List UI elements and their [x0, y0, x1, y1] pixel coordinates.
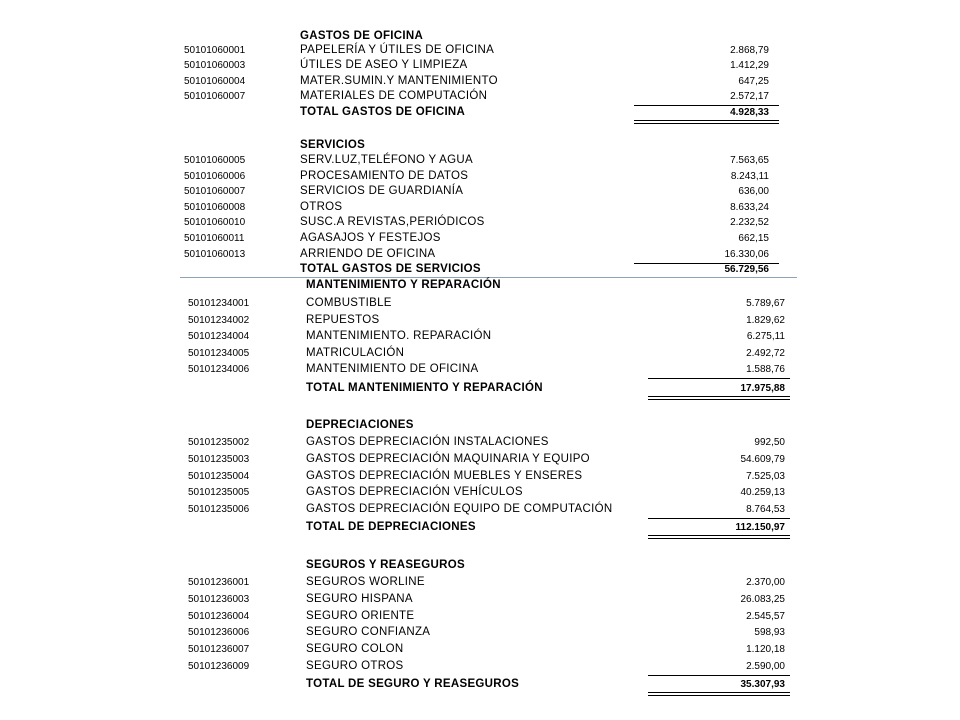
account-code: 50101060006 — [184, 170, 246, 182]
account-description: SEGURO ORIENTE — [306, 609, 415, 622]
slide-separator — [180, 277, 797, 278]
account-description: OTROS — [300, 200, 343, 213]
account-code: 50101060001 — [184, 45, 246, 56]
account-description: PAPELERÍA Y ÚTILES DE OFICINA — [300, 44, 495, 56]
account-code: 50101236003 — [188, 593, 250, 605]
account-amount: 26.083,25 — [740, 593, 785, 605]
account-code: 50101235002 — [188, 437, 250, 448]
account-amount: 1.829,62 — [746, 314, 785, 326]
account-description: GASTOS DEPRECIACIÓN MUEBLES Y ENSERES — [306, 469, 583, 482]
account-description: ARRIENDO DE OFICINA — [300, 247, 436, 260]
account-description: MATRICULACIÓN — [306, 346, 405, 359]
account-description: SEGURO OTROS — [306, 660, 404, 672]
account-amount: 2.572,17 — [730, 91, 769, 103]
section-total-label: TOTAL GASTOS DE SERVICIOS — [300, 263, 481, 275]
account-code: 50101236004 — [188, 610, 250, 622]
account-code: 50101234002 — [188, 314, 250, 326]
section-title: GASTOS DE OFICINA — [300, 30, 424, 42]
account-amount: 636,00 — [738, 186, 769, 198]
account-amount: 5.789,67 — [746, 298, 785, 309]
account-description: SEGURO CONFIANZA — [306, 626, 431, 639]
account-description: MANTENIMIENTO DE OFICINA — [306, 363, 479, 376]
account-amount: 992,50 — [754, 437, 785, 448]
section-total-amount: 112.150,97 — [735, 522, 785, 533]
account-code: 50101060004 — [184, 75, 246, 87]
account-amount: 2.590,00 — [746, 661, 785, 672]
section-total-label: TOTAL DE SEGURO Y REASEGUROS — [306, 678, 520, 690]
account-amount: 2.868,79 — [730, 45, 769, 56]
account-amount: 647,25 — [738, 75, 769, 87]
account-amount: 40.259,13 — [740, 487, 785, 499]
account-description: SEGURO HISPANA — [306, 592, 413, 605]
account-code: 50101235003 — [188, 453, 250, 465]
account-code: 50101234001 — [188, 298, 250, 309]
account-amount: 598,93 — [754, 627, 785, 639]
account-description: GASTOS DEPRECIACIÓN MAQUINARIA Y EQUIPO — [306, 452, 590, 465]
account-code: 50101060007 — [184, 91, 246, 103]
section-total-amount: 35.307,93 — [740, 679, 785, 690]
section-title: SEGUROS Y REASEGUROS — [306, 559, 465, 571]
account-amount: 2.370,00 — [746, 577, 785, 588]
section-total-label: TOTAL DE DEPRECIACIONES — [306, 521, 476, 533]
section-title: DEPRECIACIONES — [306, 419, 414, 431]
account-amount: 1.120,18 — [746, 644, 785, 656]
section-total-amount: 56.729,56 — [724, 264, 769, 275]
subtotal-rule — [648, 675, 790, 676]
account-code: 50101060003 — [184, 60, 246, 72]
account-code: 50101236007 — [188, 644, 250, 656]
account-code: 50101236009 — [188, 661, 250, 672]
account-amount: 8.764,53 — [746, 504, 785, 516]
account-amount: 2.545,57 — [746, 610, 785, 622]
account-code: 50101060011 — [184, 233, 245, 244]
account-description: MATERIALES DE COMPUTACIÓN — [300, 90, 488, 103]
account-description: MATER.SUMIN.Y MANTENIMIENTO — [300, 74, 498, 87]
section-total-amount: 4.928,33 — [730, 107, 769, 118]
total-double-rule — [648, 692, 790, 696]
account-description: REPUESTOS — [306, 313, 380, 326]
account-amount: 2.232,52 — [730, 217, 769, 229]
account-description: GASTOS DEPRECIACIÓN INSTALACIONES — [306, 436, 549, 448]
account-amount: 16.330,06 — [724, 248, 769, 260]
account-description: GASTOS DEPRECIACIÓN VEHÍCULOS — [306, 486, 523, 499]
account-description: ÚTILES DE ASEO Y LIMPIEZA — [300, 59, 468, 72]
account-amount: 8.243,11 — [730, 170, 769, 182]
account-amount: 662,15 — [738, 233, 769, 244]
account-amount: 54.609,79 — [740, 453, 785, 465]
account-description: MANTENIMIENTO. REPARACIÓN — [306, 330, 492, 343]
account-description: SERVICIOS DE GUARDIANÍA — [300, 185, 464, 198]
account-code: 50101060005 — [184, 155, 246, 166]
account-code: 50101234005 — [188, 347, 250, 359]
account-code: 50101234004 — [188, 331, 250, 343]
account-amount: 7.563,65 — [730, 155, 769, 166]
account-description: COMBUSTIBLE — [306, 297, 392, 309]
account-amount: 6.275,11 — [746, 331, 785, 343]
account-description: SEGURO COLON — [306, 643, 404, 656]
subtotal-rule — [648, 518, 790, 519]
account-description: SUSC.A REVISTAS,PERIÓDICOS — [300, 216, 485, 229]
account-description: SERV.LUZ,TELÉFONO Y AGUA — [300, 154, 473, 166]
section-title: SERVICIOS — [300, 139, 366, 151]
account-code: 50101060013 — [184, 248, 246, 260]
section-title: MANTENIMIENTO Y REPARACIÓN — [306, 279, 501, 291]
account-code: 50101060007 — [184, 186, 246, 198]
account-amount: 8.633,24 — [730, 201, 769, 213]
account-amount: 1.412,29 — [730, 60, 769, 72]
account-code: 50101236001 — [188, 577, 250, 588]
account-code: 50101060008 — [184, 201, 246, 213]
account-code: 50101236006 — [188, 627, 250, 639]
account-code: 50101235006 — [188, 504, 250, 516]
section-total-amount: 17.975,88 — [740, 383, 785, 394]
section-total-label: TOTAL GASTOS DE OFICINA — [300, 106, 466, 118]
account-amount: 7.525,03 — [746, 470, 785, 482]
account-code: 50101234006 — [188, 364, 250, 376]
total-double-rule — [634, 120, 779, 124]
account-amount: 1.588,76 — [746, 364, 785, 376]
account-description: PROCESAMIENTO DE DATOS — [300, 169, 469, 182]
account-amount: 2.492,72 — [746, 347, 785, 359]
subtotal-rule — [648, 378, 790, 379]
account-description: GASTOS DEPRECIACIÓN EQUIPO DE COMPUTACIÓN — [306, 503, 613, 516]
account-code: 50101235004 — [188, 470, 250, 482]
section-total-label: TOTAL MANTENIMIENTO Y REPARACIÓN — [306, 382, 543, 394]
total-double-rule — [648, 535, 790, 539]
total-double-rule — [648, 396, 790, 400]
account-description: SEGUROS WORLINE — [306, 576, 425, 588]
account-description: AGASAJOS Y FESTEJOS — [300, 232, 441, 244]
account-code: 50101235005 — [188, 487, 250, 499]
account-code: 50101060010 — [184, 217, 246, 229]
